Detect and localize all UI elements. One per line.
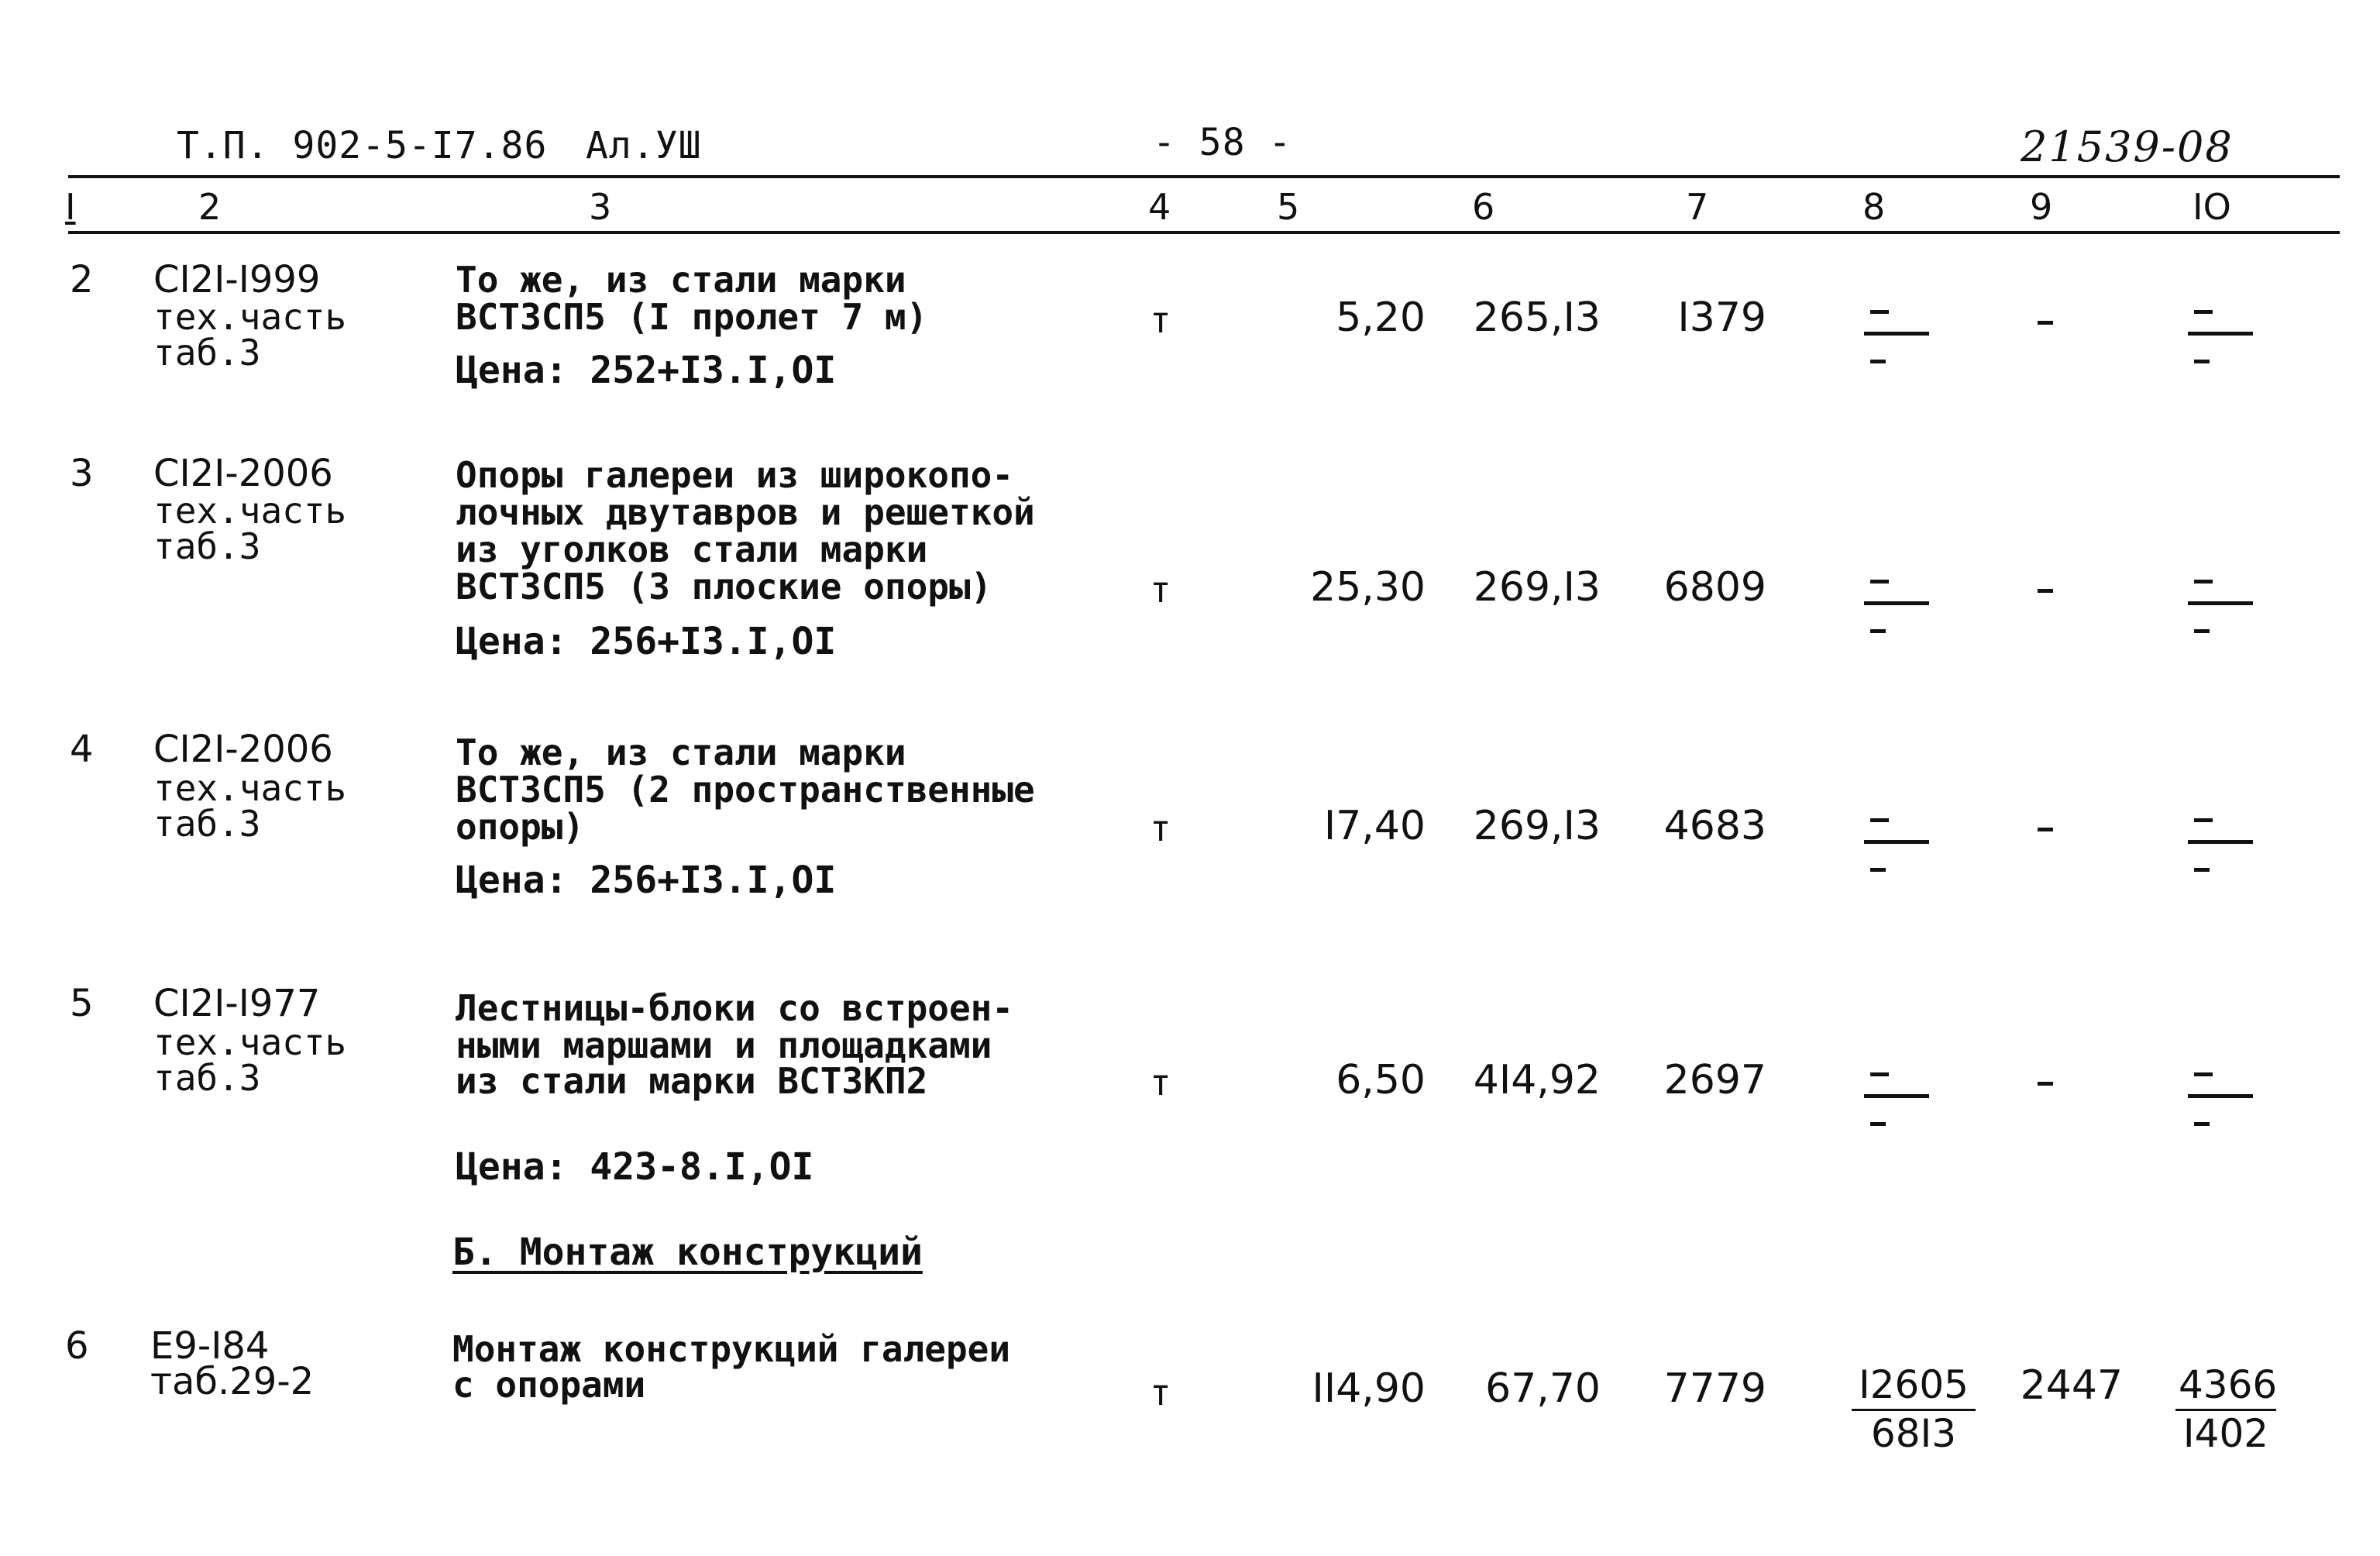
- col-5-number: 5: [1277, 186, 1300, 228]
- quantity: 6,50: [1336, 1057, 1426, 1103]
- norm-code-part: тех.часть: [153, 490, 347, 532]
- col8-fraction: [1852, 1362, 1976, 1456]
- unit-cost: 67,70: [1485, 1365, 1601, 1412]
- row-number: 6: [65, 1324, 89, 1368]
- col-3-number: 3: [589, 186, 612, 228]
- unit-cost: 269,I3: [1473, 803, 1601, 849]
- col-9-number: 9: [2030, 186, 2053, 228]
- total-cost: 2697: [1663, 1057, 1766, 1103]
- work-description-line: Монтаж конструкций галереи: [452, 1328, 1011, 1370]
- total-cost: 6809: [1663, 564, 1766, 611]
- col10-empty-fraction: [2183, 1072, 2253, 1142]
- norm-code-part: тех.часть: [153, 296, 347, 338]
- norm-code-part: тех.часть: [153, 767, 347, 809]
- col8-empty-fraction: [1859, 310, 1929, 380]
- norm-code-table: таб.3: [153, 803, 261, 845]
- unit-cost: 269,I3: [1473, 564, 1601, 611]
- col9-dash: [2038, 589, 2053, 593]
- col8-numerator: I2605: [1852, 1362, 1976, 1411]
- price-formula: Цена: 423-8.I,OI: [456, 1145, 814, 1189]
- work-description-line: из уголков стали марки: [456, 528, 928, 570]
- unit: т: [1150, 807, 1171, 849]
- quantity: 5,20: [1336, 294, 1426, 341]
- col10-fraction: [2175, 1362, 2276, 1456]
- total-cost: 7779: [1663, 1365, 1766, 1412]
- col9-dash: [2038, 828, 2053, 831]
- unit-cost: 4I4,92: [1473, 1057, 1601, 1103]
- col10-numerator: 4366: [2175, 1362, 2276, 1411]
- norm-code-table: таб.29-2: [150, 1360, 315, 1403]
- handwritten-code: 21539-08: [2021, 122, 2234, 171]
- col10-empty-fraction: [2183, 818, 2253, 888]
- quantity: I7,40: [1323, 803, 1426, 849]
- album-label: Ал.УШ: [586, 124, 702, 167]
- col10-denominator: I402: [2182, 1411, 2269, 1456]
- col-1-number: I: [65, 186, 76, 228]
- col9-value: 2447: [2020, 1362, 2123, 1409]
- work-description-line: из стали марки ВСТ3КП2: [456, 1060, 928, 1102]
- work-description-line: ВСТ3СП5 (I пролет 7 м): [456, 296, 928, 338]
- price-formula: Цена: 256+I3.I,OI: [456, 859, 837, 902]
- work-description-line: опоры): [456, 806, 585, 848]
- work-description-line: То же, из стали марки: [456, 732, 906, 773]
- section-heading: Б. Монтаж конструкций: [452, 1231, 923, 1274]
- col8-denominator: 68I3: [1870, 1411, 1957, 1456]
- col10-empty-fraction: [2183, 310, 2253, 380]
- work-description-line: ВСТ3СП5 (3 плоские опоры): [456, 566, 992, 608]
- unit: т: [1150, 569, 1171, 611]
- row-number: 3: [70, 452, 94, 495]
- quantity: II4,90: [1312, 1365, 1426, 1412]
- total-cost: I379: [1677, 294, 1766, 341]
- price-formula: Цена: 252+I3.I,OI: [456, 349, 837, 392]
- work-description-line: ВСТ3СП5 (2 пространственные: [456, 769, 1035, 811]
- col8-empty-fraction: [1859, 580, 1929, 649]
- col-6-number: 6: [1472, 186, 1495, 228]
- price-formula: Цена: 256+I3.I,OI: [456, 620, 837, 663]
- norm-code: E9-I84: [150, 1324, 270, 1368]
- norm-code-table: таб.3: [153, 332, 261, 374]
- work-description-line: Лестницы-блоки со встроен-: [456, 987, 1014, 1029]
- col-10-number: IO: [2193, 186, 2231, 228]
- row-number: 5: [70, 982, 94, 1025]
- norm-code: CI2I-I999: [153, 258, 321, 301]
- col-7-number: 7: [1686, 186, 1709, 228]
- header-bottom-rule: [68, 231, 2340, 234]
- col-8-number: 8: [1862, 186, 1886, 228]
- unit: т: [1150, 1062, 1171, 1103]
- work-description-line: ными маршами и площадками: [456, 1024, 992, 1066]
- quantity: 25,30: [1310, 564, 1426, 611]
- row-number: 4: [70, 728, 94, 771]
- unit: т: [1150, 1372, 1171, 1413]
- col-4-number: 4: [1148, 186, 1171, 228]
- work-description-line: лочных двутавров и решеткой: [456, 491, 1035, 533]
- total-cost: 4683: [1663, 803, 1766, 849]
- row-number: 2: [70, 258, 94, 301]
- col9-dash: [2038, 1082, 2053, 1086]
- top-rule: [68, 175, 2340, 178]
- col9-dash: [2038, 321, 2053, 325]
- norm-code-table: таб.3: [153, 1057, 261, 1099]
- norm-code: CI2I-I977: [153, 982, 321, 1025]
- page-number: - 58 -: [1153, 121, 1292, 164]
- unit-cost: 265,I3: [1473, 294, 1601, 341]
- work-description-line: с опорами: [452, 1364, 646, 1406]
- unit: т: [1150, 299, 1171, 341]
- norm-code-part: тех.часть: [153, 1021, 347, 1063]
- norm-code: CI2I-2006: [153, 728, 333, 771]
- col8-empty-fraction: [1859, 818, 1929, 888]
- work-description-line: То же, из стали марки: [456, 259, 906, 301]
- col10-empty-fraction: [2183, 580, 2253, 649]
- norm-code-table: таб.3: [153, 525, 261, 567]
- norm-code: CI2I-2006: [153, 452, 333, 495]
- col8-empty-fraction: [1859, 1072, 1929, 1142]
- doc-reference: Т.П. 902-5-I7.86: [177, 124, 548, 167]
- col-2-number: 2: [198, 186, 222, 228]
- work-description-line: Опоры галереи из широкопо-: [456, 454, 1014, 496]
